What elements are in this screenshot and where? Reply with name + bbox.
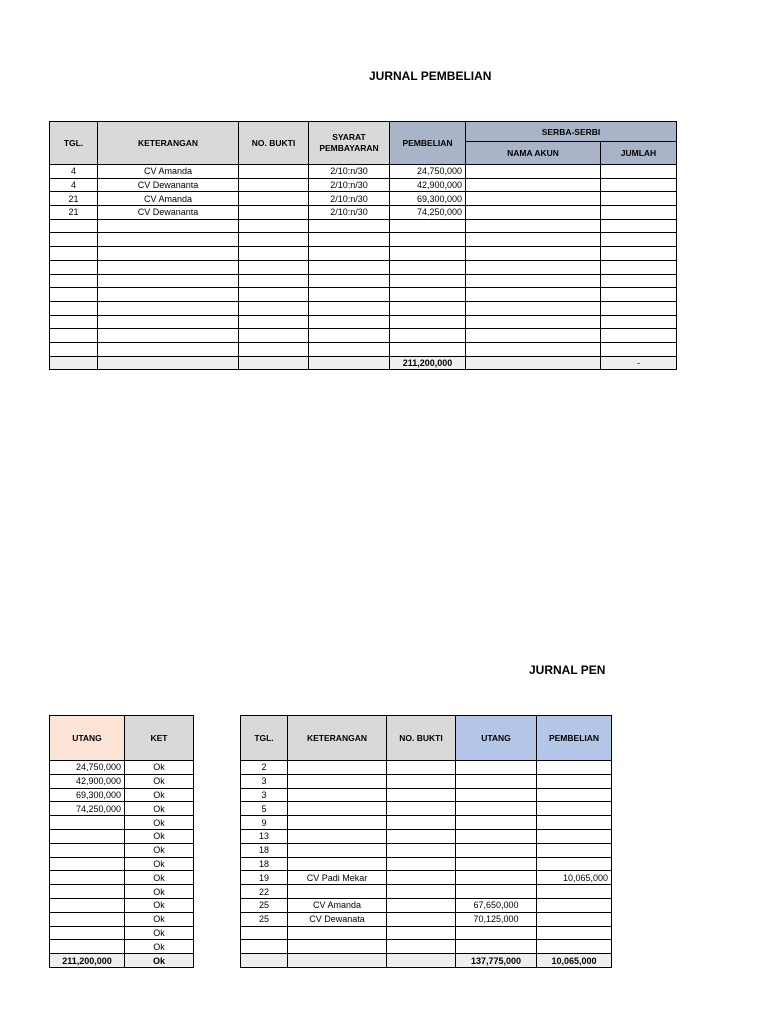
cell-utang xyxy=(456,871,537,885)
cell-tgl: 3 xyxy=(241,788,288,802)
cell-bukti xyxy=(387,802,456,816)
cell-syarat xyxy=(309,233,390,247)
cell-ket: Ok xyxy=(125,774,194,788)
header-pembelian: PEMBELIAN xyxy=(390,122,466,165)
total-empty xyxy=(98,356,239,370)
cell-ket: Ok xyxy=(125,857,194,871)
cell-akun xyxy=(466,247,601,261)
cell-tgl: 4 xyxy=(50,178,98,192)
table-row xyxy=(50,219,677,233)
cell-tgl: 21 xyxy=(50,206,98,220)
cell-pembelian xyxy=(390,315,466,329)
cell-ket xyxy=(288,940,387,954)
cell-tgl xyxy=(241,940,288,954)
cell-ket: Ok xyxy=(125,761,194,775)
cell-tgl: 5 xyxy=(241,802,288,816)
cell-tgl xyxy=(50,247,98,261)
cell-syarat: 2/10:n/30 xyxy=(309,206,390,220)
cell-ket: CV Padi Mekar xyxy=(288,871,387,885)
table-row xyxy=(241,912,612,926)
header-keterangan-bottom: KETERANGAN xyxy=(288,716,387,761)
cell-utang xyxy=(50,898,125,912)
cell-tgl: 3 xyxy=(241,774,288,788)
cell-akun xyxy=(466,233,601,247)
cell-ket: Ok xyxy=(125,926,194,940)
cell-akun xyxy=(466,288,601,302)
cell-syarat xyxy=(309,301,390,315)
cell-jumlah xyxy=(601,329,677,343)
cell-pembelian: 10,065,000 xyxy=(537,871,612,885)
cell-utang xyxy=(456,802,537,816)
cell-tgl xyxy=(50,233,98,247)
header-utang-bottom: UTANG xyxy=(456,716,537,761)
cell-tgl: 21 xyxy=(50,192,98,206)
cell-utang xyxy=(456,816,537,830)
cell-pembelian xyxy=(390,301,466,315)
cell-utang xyxy=(50,940,125,954)
cell-pembelian xyxy=(390,342,466,356)
cell-jumlah xyxy=(601,315,677,329)
cell-utang xyxy=(456,885,537,899)
cell-jumlah xyxy=(601,288,677,302)
table-row xyxy=(50,329,677,343)
cell-utang xyxy=(456,829,537,843)
table-row xyxy=(50,761,194,775)
cell-bukti xyxy=(239,260,309,274)
cell-jumlah xyxy=(601,206,677,220)
total-empty xyxy=(50,356,98,370)
cell-tgl: 2 xyxy=(241,761,288,775)
header-tgl: TGL. xyxy=(50,122,98,165)
cell-utang: 70,125,000 xyxy=(456,912,537,926)
cell-bukti xyxy=(387,926,456,940)
cell-ket: CV Dewananta xyxy=(98,206,239,220)
cell-syarat: 2/10:n/30 xyxy=(309,165,390,179)
cell-bukti xyxy=(387,816,456,830)
cell-ket: CV Amanda xyxy=(288,898,387,912)
table-row xyxy=(241,774,612,788)
table-row xyxy=(241,898,612,912)
cell-syarat xyxy=(309,247,390,261)
cell-ket xyxy=(288,843,387,857)
cell-tgl: 18 xyxy=(241,843,288,857)
cell-bukti xyxy=(239,233,309,247)
total-empty xyxy=(288,954,387,968)
cell-utang xyxy=(456,926,537,940)
total-row xyxy=(50,954,194,968)
cell-ket xyxy=(288,926,387,940)
cell-pembelian xyxy=(537,912,612,926)
cell-bukti xyxy=(239,219,309,233)
cell-tgl xyxy=(50,329,98,343)
cell-ket xyxy=(98,329,239,343)
cell-pembelian xyxy=(390,274,466,288)
cell-tgl: 22 xyxy=(241,885,288,899)
cell-utang xyxy=(50,885,125,899)
cell-ket: Ok xyxy=(125,816,194,830)
total-pembelian: 211,200,000 xyxy=(390,356,466,370)
table-row xyxy=(50,178,677,192)
cell-bukti xyxy=(387,829,456,843)
utang-check-table xyxy=(49,715,194,968)
cell-ket: Ok xyxy=(125,788,194,802)
cell-bukti xyxy=(239,342,309,356)
cell-ket: Ok xyxy=(125,843,194,857)
cell-jumlah xyxy=(601,247,677,261)
cell-pembelian xyxy=(537,857,612,871)
cell-tgl: 19 xyxy=(241,871,288,885)
table-row xyxy=(50,898,194,912)
header-syarat-pembayaran: SYARAT PEMBAYARAN xyxy=(309,122,390,165)
header-serba-serbi: SERBA-SERBI xyxy=(466,122,677,142)
cell-bukti xyxy=(387,871,456,885)
table-row xyxy=(50,788,194,802)
header-jumlah: JUMLAH xyxy=(601,142,677,165)
table-row xyxy=(241,802,612,816)
cell-bukti xyxy=(387,857,456,871)
bottom-title-container xyxy=(529,662,611,680)
cell-bukti xyxy=(239,329,309,343)
cell-pembelian xyxy=(390,247,466,261)
table-row xyxy=(50,206,677,220)
cell-utang xyxy=(456,940,537,954)
cell-bukti xyxy=(387,774,456,788)
table-row xyxy=(241,829,612,843)
cell-tgl: 9 xyxy=(241,816,288,830)
cell-ket xyxy=(98,315,239,329)
cell-bukti xyxy=(239,274,309,288)
cell-utang xyxy=(456,761,537,775)
cell-utang: 67,650,000 xyxy=(456,898,537,912)
total-empty xyxy=(241,954,288,968)
table-row xyxy=(241,857,612,871)
cell-tgl xyxy=(50,219,98,233)
cell-pembelian xyxy=(537,926,612,940)
cell-tgl xyxy=(50,315,98,329)
cell-pembelian xyxy=(537,898,612,912)
cell-tgl: 18 xyxy=(241,857,288,871)
cell-akun xyxy=(466,219,601,233)
cell-akun xyxy=(466,206,601,220)
cell-utang xyxy=(50,871,125,885)
cell-pembelian xyxy=(537,940,612,954)
table-row xyxy=(50,288,677,302)
cell-ket: Ok xyxy=(125,829,194,843)
header-no-bukti: NO. BUKTI xyxy=(239,122,309,165)
cell-bukti xyxy=(239,206,309,220)
cell-akun xyxy=(466,274,601,288)
table-row xyxy=(241,788,612,802)
cell-ket: CV Dewananta xyxy=(98,178,239,192)
journal-title: JURNAL PEMBELIAN xyxy=(369,69,492,83)
table-row xyxy=(50,857,194,871)
cell-bukti xyxy=(387,885,456,899)
table-row xyxy=(50,802,194,816)
cell-bukti xyxy=(239,288,309,302)
cell-jumlah xyxy=(601,260,677,274)
cell-utang: 42,900,000 xyxy=(50,774,125,788)
cell-syarat: 2/10:n/30 xyxy=(309,178,390,192)
cell-ket: Ok xyxy=(125,802,194,816)
cell-tgl xyxy=(50,274,98,288)
cell-pembelian: 42,900,000 xyxy=(390,178,466,192)
cell-bukti xyxy=(239,247,309,261)
cell-ket xyxy=(288,788,387,802)
header-utang-left: UTANG xyxy=(50,716,125,761)
cell-jumlah xyxy=(601,274,677,288)
cell-utang xyxy=(456,857,537,871)
header-keterangan: KETERANGAN xyxy=(98,122,239,165)
cell-jumlah xyxy=(601,192,677,206)
payment-journal-table xyxy=(240,715,612,968)
cell-pembelian xyxy=(537,788,612,802)
table-row xyxy=(50,843,194,857)
cell-akun xyxy=(466,178,601,192)
total-empty xyxy=(466,356,601,370)
cell-utang xyxy=(50,926,125,940)
cell-utang xyxy=(50,857,125,871)
table-row xyxy=(241,885,612,899)
total-row xyxy=(241,954,612,968)
cell-syarat xyxy=(309,329,390,343)
cell-bukti xyxy=(387,912,456,926)
cell-utang: 69,300,000 xyxy=(50,788,125,802)
cell-bukti xyxy=(387,843,456,857)
table-row xyxy=(50,192,677,206)
cell-jumlah xyxy=(601,165,677,179)
cell-tgl: 13 xyxy=(241,829,288,843)
table-row xyxy=(50,260,677,274)
cell-tgl xyxy=(50,260,98,274)
cell-ket xyxy=(98,342,239,356)
cell-akun xyxy=(466,329,601,343)
table-row xyxy=(241,940,612,954)
cell-utang xyxy=(456,843,537,857)
cell-jumlah xyxy=(601,219,677,233)
cell-ket xyxy=(98,274,239,288)
cell-ket: CV Amanda xyxy=(98,192,239,206)
cell-tgl xyxy=(241,926,288,940)
cell-pembelian xyxy=(537,829,612,843)
cell-pembelian xyxy=(537,843,612,857)
header-ket: KET xyxy=(125,716,194,761)
cell-pembelian: 69,300,000 xyxy=(390,192,466,206)
cell-ket xyxy=(98,233,239,247)
table-row xyxy=(50,342,677,356)
table-row xyxy=(50,233,677,247)
cell-syarat: 2/10:n/30 xyxy=(309,192,390,206)
cell-utang: 74,250,000 xyxy=(50,802,125,816)
table-row xyxy=(50,165,677,179)
header-pembelian-bottom: PEMBELIAN xyxy=(537,716,612,761)
cell-utang xyxy=(50,912,125,926)
cell-ket xyxy=(288,802,387,816)
cell-ket xyxy=(288,829,387,843)
total-empty xyxy=(309,356,390,370)
table-row xyxy=(241,926,612,940)
cell-tgl xyxy=(50,301,98,315)
header-nama-akun: NAMA AKUN xyxy=(466,142,601,165)
cell-bukti xyxy=(239,301,309,315)
cell-tgl xyxy=(50,288,98,302)
table-row xyxy=(50,274,677,288)
cell-pembelian xyxy=(537,885,612,899)
table-row xyxy=(241,871,612,885)
cell-tgl: 4 xyxy=(50,165,98,179)
cell-syarat xyxy=(309,315,390,329)
cell-jumlah xyxy=(601,233,677,247)
table-row xyxy=(50,774,194,788)
table-row xyxy=(50,247,677,261)
cell-bukti xyxy=(239,178,309,192)
table-row xyxy=(50,940,194,954)
table-row xyxy=(50,885,194,899)
cell-akun xyxy=(466,260,601,274)
cell-akun xyxy=(466,192,601,206)
cell-ket xyxy=(288,857,387,871)
cell-pembelian xyxy=(537,816,612,830)
cell-jumlah xyxy=(601,342,677,356)
table-row xyxy=(241,761,612,775)
cell-ket: Ok xyxy=(125,871,194,885)
cell-jumlah xyxy=(601,178,677,192)
cell-tgl xyxy=(50,342,98,356)
cell-ket: Ok xyxy=(125,898,194,912)
cell-ket xyxy=(288,885,387,899)
total-jumlah: - xyxy=(601,356,677,370)
total-empty xyxy=(239,356,309,370)
cell-pembelian xyxy=(390,288,466,302)
total-row xyxy=(50,356,677,370)
cell-syarat xyxy=(309,219,390,233)
cell-pembelian xyxy=(390,329,466,343)
header-no-bukti-bottom: NO. BUKTI xyxy=(387,716,456,761)
cell-pembelian xyxy=(390,219,466,233)
cell-ket xyxy=(98,301,239,315)
cell-ket xyxy=(288,761,387,775)
cell-ket xyxy=(288,774,387,788)
cell-bukti xyxy=(239,192,309,206)
cell-akun xyxy=(466,301,601,315)
cell-utang: 24,750,000 xyxy=(50,761,125,775)
total-empty xyxy=(387,954,456,968)
cell-pembelian xyxy=(537,802,612,816)
cell-ket: CV Dewanata xyxy=(288,912,387,926)
cell-bukti xyxy=(239,315,309,329)
cell-pembelian xyxy=(537,761,612,775)
cell-ket xyxy=(98,219,239,233)
cell-pembelian xyxy=(537,774,612,788)
cell-utang xyxy=(456,774,537,788)
table-row xyxy=(50,912,194,926)
cell-bukti xyxy=(387,898,456,912)
total-utang: 137,775,000 xyxy=(456,954,537,968)
total-utang: 211,200,000 xyxy=(50,954,125,968)
table-row xyxy=(50,816,194,830)
table-row xyxy=(241,816,612,830)
cell-pembelian xyxy=(390,260,466,274)
cell-syarat xyxy=(309,274,390,288)
total-pembelian: 10,065,000 xyxy=(537,954,612,968)
cell-syarat xyxy=(309,342,390,356)
table-row xyxy=(50,871,194,885)
cell-akun xyxy=(466,342,601,356)
cell-ket: Ok xyxy=(125,940,194,954)
cell-bukti xyxy=(387,788,456,802)
table-row xyxy=(50,315,677,329)
cell-utang xyxy=(456,788,537,802)
cell-tgl: 25 xyxy=(241,912,288,926)
table-row xyxy=(241,843,612,857)
cell-utang xyxy=(50,843,125,857)
cell-ket: CV Amanda xyxy=(98,165,239,179)
table-row xyxy=(50,301,677,315)
cell-ket xyxy=(98,260,239,274)
table-row xyxy=(50,926,194,940)
cell-syarat xyxy=(309,288,390,302)
total-ket: Ok xyxy=(125,954,194,968)
cell-pembelian: 74,250,000 xyxy=(390,206,466,220)
header-tgl-bottom: TGL. xyxy=(241,716,288,761)
cell-bukti xyxy=(239,165,309,179)
cell-ket xyxy=(288,816,387,830)
cell-ket: Ok xyxy=(125,885,194,899)
journal-title-bottom: JURNAL PEN xyxy=(529,663,606,677)
cell-ket xyxy=(98,247,239,261)
cell-bukti xyxy=(387,761,456,775)
cell-bukti xyxy=(387,940,456,954)
cell-ket xyxy=(98,288,239,302)
purchase-journal-table xyxy=(49,121,677,370)
cell-pembelian: 24,750,000 xyxy=(390,165,466,179)
cell-akun xyxy=(466,165,601,179)
cell-syarat xyxy=(309,260,390,274)
cell-jumlah xyxy=(601,301,677,315)
table-row xyxy=(50,829,194,843)
cell-utang xyxy=(50,829,125,843)
cell-ket: Ok xyxy=(125,912,194,926)
cell-akun xyxy=(466,315,601,329)
cell-pembelian xyxy=(390,233,466,247)
cell-tgl: 25 xyxy=(241,898,288,912)
cell-utang xyxy=(50,816,125,830)
